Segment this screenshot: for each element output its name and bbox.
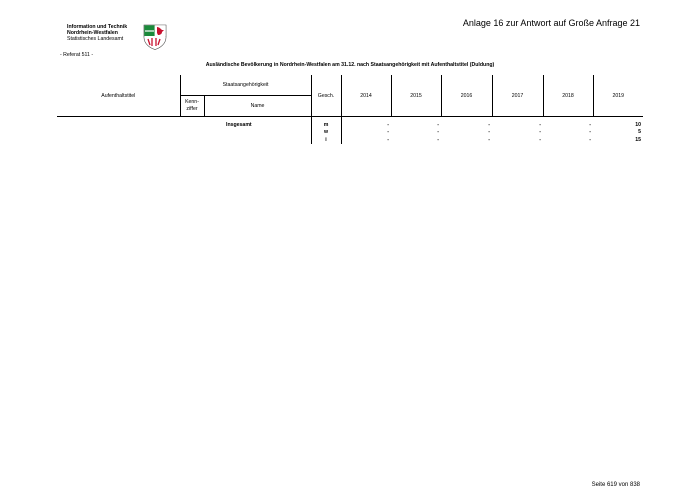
cell-aufenthaltstitel — [57, 137, 180, 144]
org-line-2: Nordrhein-Westfalen — [67, 30, 118, 37]
data-table — [57, 75, 643, 144]
cell-aufenthaltstitel — [57, 129, 180, 136]
cell-2017: - — [539, 122, 542, 128]
org-name — [67, 24, 147, 43]
table-row — [57, 129, 643, 136]
cell-2016: - — [488, 136, 491, 143]
header-year-2017: 2017 — [492, 75, 543, 117]
cell-sex: w — [311, 129, 341, 136]
nrw-crest-icon — [143, 24, 167, 50]
cell-2018: - — [589, 129, 592, 136]
cell-kennziffer — [180, 137, 204, 144]
header-year-2016: 2016 — [441, 75, 492, 117]
anlage-heading: Anlage 16 zur Antwort auf Große Anfrage 21 — [462, 18, 640, 28]
cell-2014: - — [341, 137, 391, 144]
cell-name: Insgesamt — [226, 122, 252, 128]
header-year-2018: 2018 — [543, 75, 593, 117]
cell-2015: - — [437, 122, 440, 128]
cell-2019: 15 — [635, 136, 642, 143]
cell-kennziffer — [180, 129, 204, 136]
cell-2019: 5 — [638, 129, 642, 136]
table-row — [57, 117, 643, 130]
cell-2015: - — [437, 136, 440, 143]
cell-2018: - — [589, 136, 592, 143]
cell-name — [204, 129, 311, 136]
cell-2014: - — [341, 129, 391, 136]
org-line-1: Information und Technik — [67, 24, 128, 30]
cell-sex: i — [311, 137, 341, 144]
header-name: Name — [204, 96, 311, 117]
header-year-2019: 2019 — [593, 75, 643, 117]
cell-kennziffer — [180, 117, 204, 130]
header-geschlecht: Gesch. — [311, 75, 341, 117]
header-year-2015: 2015 — [391, 75, 441, 117]
cell-2019: 10 — [635, 122, 642, 128]
table-title: Ausländische Bevölkerung in Nordrhein-Westfalen am 31.12. nach Staatsangehörigkeit mit Aufenthaltstitel (Duldung) — [205, 62, 495, 68]
header-staatsangehoerigkeit: Staatsangehörigkeit — [180, 75, 311, 96]
cell-2015: - — [437, 129, 440, 136]
table-row — [57, 137, 643, 144]
cell-2017: - — [539, 129, 542, 136]
page-number: Seite 619 von 838 — [591, 482, 640, 488]
header-kennziffer: Kenn- ziffer — [180, 96, 204, 117]
cell-2016: - — [488, 122, 491, 128]
cell-sex: m — [311, 117, 341, 130]
header-year-2014: 2014 — [341, 75, 391, 117]
cell-aufenthaltstitel — [57, 117, 180, 130]
referat-label: - Referat 511 - — [60, 52, 94, 58]
cell-name — [204, 137, 311, 144]
header-aufenthaltstitel: Aufenthaltstitel — [57, 75, 180, 117]
cell-2016: - — [488, 129, 491, 136]
cell-2018: - — [589, 122, 592, 128]
org-line-3: Statistisches Landesamt — [67, 36, 124, 43]
cell-2014: - — [341, 117, 391, 130]
cell-2017: - — [539, 136, 542, 143]
